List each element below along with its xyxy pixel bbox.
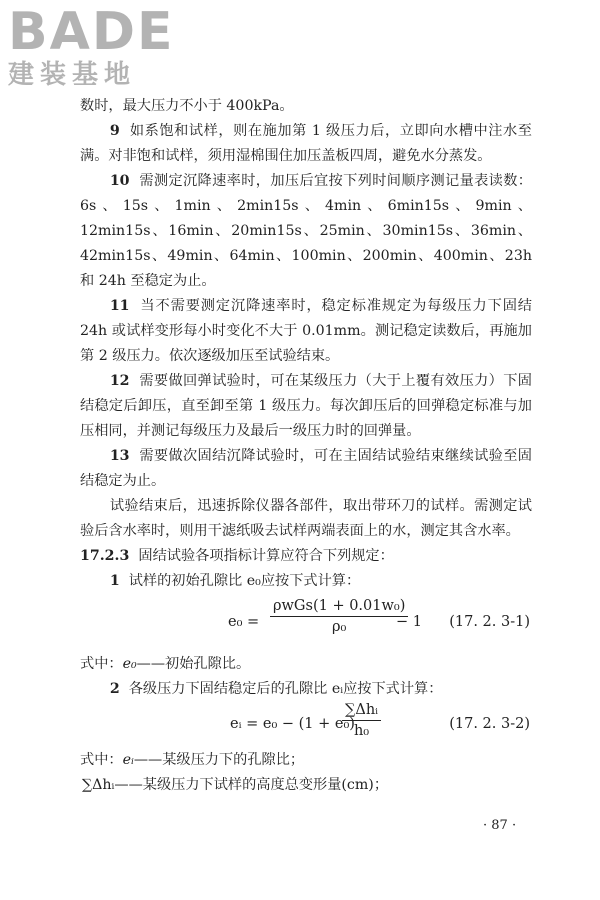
formula-lhs: e₀ = <box>228 614 260 630</box>
item-number: 9 <box>109 123 120 139</box>
fraction-numerator: ρwGs(1 + 0.01w₀) <box>270 598 408 617</box>
equation-number: (17. 2. 3-1) <box>449 614 530 630</box>
fraction-denominator: ρ₀ <box>332 619 347 635</box>
item-1: 1 试样的初始孔隙比 e₀应按下式计算： <box>109 573 361 589</box>
equation-number: (17. 2. 3-2) <box>449 716 530 732</box>
item-number: 1 <box>109 573 120 589</box>
paragraph-11: 11 当不需要测定沉降速率时，稳定标准规定为每级压力下固结 24h 或试样变形每小时变化不大于 0.01mm。测记稳定读数后，再施加第 2 级压力。依次逐级加压至试验结束。 <box>80 298 532 364</box>
logo-wordmark: BADE <box>8 2 175 62</box>
where-ei: 式中：eᵢ——某级压力下的孔隙比； <box>80 752 305 768</box>
paragraph-10: 10 需测定沉降速率时，加压后宜按下列时间顺序测记量表读数：6s、15s、1min、2min15s、4min、6min15s、9min、12min15s、16min、20min15s、25min、30min15s、36min、42min15s、49min、64min、100min、200min、400min、23h 和 24h 至稳定为止。 <box>80 173 532 289</box>
paragraph-14: 试验结束后，迅速拆除仪器各部件，取出带环刀的试样。需测定试验后含水率时，则用干滤纸吸去试样两端表面上的水，测定其含水率。 <box>80 498 532 539</box>
item-number: 2 <box>109 681 120 697</box>
item-number: 11 <box>109 298 130 314</box>
paragraph-9: 9 如系饱和试样，则在施加第 1 级压力后，立即向水槽中注水至满。对非饱和试样，须用湿棉围住加压盖板四周，避免水分蒸发。 <box>80 123 532 164</box>
item-2: 2 各级压力下固结稳定后的孔隙比 eᵢ应按下式计算： <box>109 681 443 697</box>
formula-fraction <box>342 702 381 739</box>
logo-subtitle: 建装基地 <box>8 60 137 90</box>
where-sum-delta-h: ∑Δhᵢ——某级压力下试样的高度总变形量(cm)； <box>82 777 389 793</box>
formula-17-2-3-2 <box>80 702 532 748</box>
bade-logo <box>8 2 178 90</box>
paragraph-12: 12 需要做回弹试验时，可在某级压力（大于上覆有效压力）下固结稳定后卸压，直至卸至第 1 级压力。每次卸压后的回弹稳定标准与加压相同，并测记每级压力及最后一级压力时的回弹量。 <box>80 373 532 439</box>
item-number: 13 <box>109 448 130 464</box>
formula-fraction <box>270 598 408 635</box>
fraction-numerator: ∑Δhᵢ <box>342 702 381 721</box>
paragraph-continued: 数时，最大压力不小于 400kPa。 <box>80 98 294 114</box>
paragraph-13: 13 需要做次固结沉降试验时，可在主固结试验结束继续试验至固结稳定为止。 <box>80 448 532 489</box>
formula-17-2-3-1 <box>80 594 532 652</box>
fraction-denominator: h₀ <box>353 723 370 739</box>
formula-tail: − 1 <box>396 614 422 630</box>
item-number: 10 <box>109 173 130 189</box>
document-body <box>80 94 532 798</box>
section-number: 17.2.3 <box>80 548 130 564</box>
item-number: 12 <box>109 373 130 389</box>
section-17-2-3: 17.2.3 固结试验各项指标计算应符合下列规定： <box>80 548 394 564</box>
page-number: · 87 · <box>483 818 517 833</box>
where-e0: 式中：e₀——初始孔隙比。 <box>80 656 251 672</box>
formula-lhs: eᵢ = e₀ − (1 + e₀) <box>230 716 355 732</box>
